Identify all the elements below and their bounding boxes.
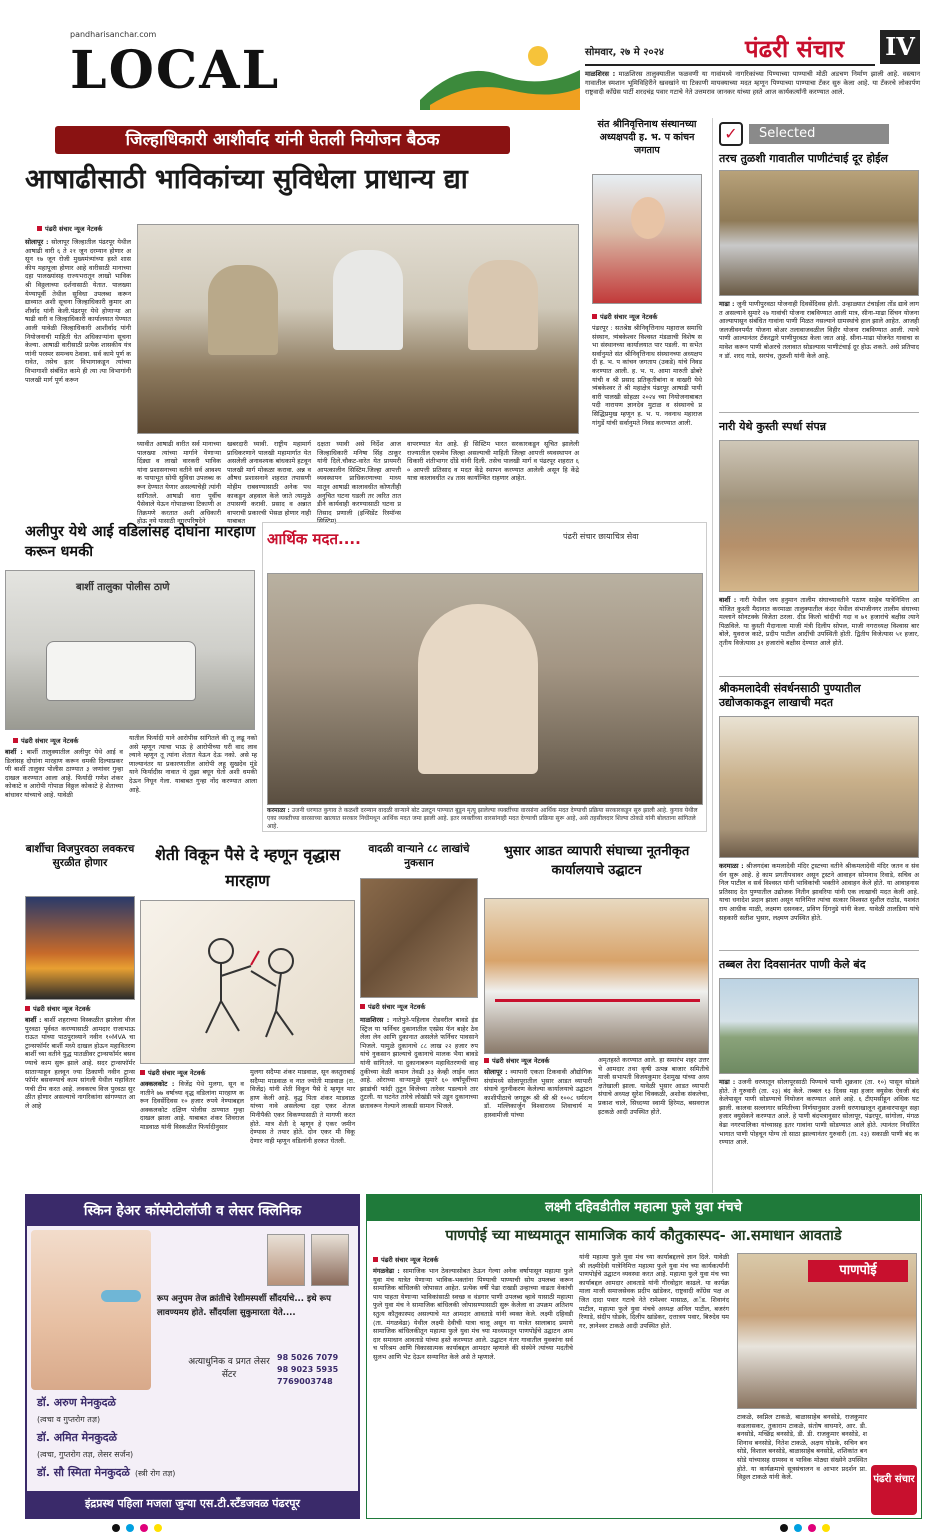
traders-story bbox=[484, 842, 709, 1192]
phule-headline: पाणपोई च्या माध्यमातून सामाजिक कार्य कौतुकास्पद- आ.समाधान आवताडे bbox=[445, 1228, 842, 1244]
page-number: IV bbox=[880, 30, 920, 64]
right-story-2-headline: नारी येथे कुस्ती स्पर्धा संपन्न bbox=[719, 420, 826, 433]
photo-feature-caption: करमाळा : उजनी धरणात कुगाव ते कळशी दरम्यान वादळी वाऱ्याने बोट उलटून पाण्यात बुडून मृत्यू झालेल्या व्यक्तींच्या वारसांना आर्थिक मदत देण्याची प्रक्रिया सरकारकडून सुरु झाली आहे. कुगाव येथील एका व्यक्तीच्या वारसाच्या खात्यात सरकार निधीमधून आर्थिक मदत जमा झाली आहे. इतर व्यक्तींच्या वारसांनाही मदत देण्याची प्रक्रिया सुरू आहे, असे तहसीलदार शिल्पा ठोकडे यांनी बोलताना सांगितले आहे. bbox=[267, 807, 698, 830]
profile-story bbox=[592, 118, 702, 518]
official-figure-2 bbox=[333, 250, 403, 350]
police-station-photo bbox=[5, 570, 255, 730]
farm-sale-story bbox=[140, 842, 355, 1192]
byline-marker-icon bbox=[25, 1006, 30, 1011]
farm-sale-body-right: मुलगा सदैप्पा शंकर माडवाळ, सून कस्तुराबाई सदैप्पा माडवाळ व नात ज्योती माडवाळ (रा. विजेंद्र) यांनी शेती विकून पैसे दे म्हणून मारहाण केली आहे. वृद्ध पिता शंकर माडवाळ यांच्या नावे असलेल्या दहा एकर शेतजमिनीपैकी एकर विकण्यासाठी ते मागणी करत होते. मात्र शेती दे म्हणून हे एकर जमीन देण्यास ते तयार होते. दोन एकर मी विकू देणार नाही म्हणून वडिलांनी हरकत घेतली. bbox=[250, 1068, 355, 1145]
official-woman-figure bbox=[418, 604, 538, 774]
alipur-story bbox=[5, 522, 257, 840]
issue-date: सोमवार, २७ मे २०२४ bbox=[585, 47, 664, 58]
right-story-3-headline: श्रीकमलादेवी संवर्धनसाठी पुण्यातील उद्योजकाकडून लाखाची मदत bbox=[719, 682, 861, 709]
official-figure-1 bbox=[208, 265, 278, 355]
right-story-4-body: माढा : उजनी धरणातून सोलापूरसाठी पिण्याचे पाणी शुक्रवार (ता. १०) पासून सोडले होते. ते गुरुवारी (ता. २३) बंद केले. तब्बल १३ दिवस महा हजार क्युसेक ऐवजी बंद केलेपासून पाणी सोडण्याचे नियोजन करण्यात आले आहे. ६ टीएमसीहून अधिक घट झाली. कालवा सल्लागार समितीच्या निर्णयानुसार उजनी धरणाखालून शुक्रवारपासून सहा हजार क्युसेकने करण्यात आले. हे पाणी बंदपत्रानुसार सोलापूर, पंढरपूर, सांगोला, मंगळवेढा नगरपालिका यांच्यासह इतर गावांना पाणी सोडण्यात आले होते. त्यानंतर निर्धारित भागात पाणी पोहचून योग्य तो साठा झाल्यानंतर गुरुवारी (ता. २३) सकाळी पाणी बंद करण्यात आले. bbox=[719, 1078, 919, 1147]
reg-dot-icon bbox=[780, 1524, 788, 1532]
photo-feature-label: आर्थिक मदत.... bbox=[267, 530, 361, 548]
lead-kicker bbox=[55, 126, 510, 154]
right-story-1-body: माढा : जुनी पाणीपुरवठा योजनाही दिवसेंदिवस होती. उन्हाळ्यात टंचाईला तोंड द्यावे लागत असल्याने सुमारे २७ गावांची योजना राबविण्यात आली मात्र, सीना-माढा सिंचन योजना आल्यापासून संबंधित गावांना पाणी मिळत नसल्याने ग्रामस्थांचे हाल झाले आहेत. आजही जलजीवनपर्यंत योजना बोअर तलावाजवळील विहीर योजना राबविण्यात आली. त्याचे पाणी आल्यानंतर टँकरद्वारे पाणीपुरवठा केला जात आहे. सीना-माढा योजनेत गावाचा समावेश करून पाणी बोअरचे तलावात सोडल्यास पाणीटंचाई दूर होऊ शकते. असे प्रतिपादन डॉ. शरद गाडे, सरपंच, तुळशी यांनी केले आहे. bbox=[719, 300, 919, 360]
phule-body-right: यांनी महात्मा फुले युवा मंच च्या कार्याबद्दलचे ज्ञान दिले. यावेळी श्री लक्ष्मीदेवी यात्रेनिमित्त महात्मा फुले युवा मंच च्या कार्यकर्त्यांनी पाणपोईचे उद्घाटन व्यवस्था करत आहे. महात्मा फुले युवा मंच च्या कार्याबद्दल आमदार आवताडे यांनी गौरवोद्गार काढले. या कार्यक्रमाला माजी समाजसेवक प्रदीप खांडेकर, राष्ट्रवादी कॉंग्रेस पक्ष अजित दादा पवार गटाचे नेते रामेश्वर मासाळ, अॅड. शिवानंद पाटील, महात्मा फुले युवा मंचचे अध्यक्ष अनिल पाटील, बजरंग रिणाडे, संदीप घोडके, दिलीप खांडेकर, दत्तात्रय पवार, बिरुदेव यमगर, ज्ञानेश्वर टाकळे आदी उपस्थित होते. bbox=[579, 1253, 729, 1330]
phule-body-left: मंगळवेढा : सामाजिक भान ठेवल्यासोबत ठेऊन गेल्या अनेक वर्षापासून महात्मा फुले युवा मंच यात्रेत येणाऱ्या भाविक-भक्तांना पिण्याची पाण्याची सोय उपलब्ध करून सामाजिक बांधिलकी जोपासत आहेत. प्रत्येक वर्षी पेढा राखडी उन्हाच्या वाढता वेकांची पाय पाहता येणाऱ्या भाविकांसाठी स्वच्छ व थंडगार पाणी उपलब्ध व्हावे यासाठी महात्मा फुले युवा मंच ने सामाजिक बांधिलकी जोपासण्यासाठी सुरू केलेला वा उपक्रम अतिशय स्तुत्य कौतुकास्पद असल्याचे मत आमदार आवताडे यांनी व्यक्त केले. लक्ष्मी दहिवडी (ता. मंगळवेढा) येथील लक्ष्मी देवीची यात्रा चालू असून या यात्रेत सालाबाद प्रमाणे सामाजिक बांधिलकीतून महात्मा फुले युवा मंच च्या माध्यमातून पाणपोईचे उद्घाटन आमदार समाधान आवताडे यांच्या हस्ते करण्यात आले. उद्घाटन नंतर गावातील युवकांना सर्वच परिश्रम आणि विकासात्मक कार्याबद्दल आमदार म्हणाले की संस्थेने त्यांच्या मदतीचे सुलभ आणि भेट देऊन सन्मानित केले असे ते म्हणाले. bbox=[373, 1267, 573, 1361]
phule-photo-caption: टाकळे, स्वप्निल टाकळे, बाळासाहेब बनसोडे, राजकुमार कडलासकर, तुकाराम टाकळे, संतोष वाघमारे, आर. डी. बनसोडे, मच्छिंद्र बनसोडे, डी. डी. राजकुमार बनसोडे, शशिनाथ बनसोडे, नितेश टाकळे, अक्षय घोडके, सचिन बनसोडे, विशाल बनसोडे, बाळासाहेब बनसोडे, शशिकांत बनसोडे यांच्यासह ग्रामस्थ व भाविक मोठ्या संख्येने उपस्थित होते. या कार्यक्रमाचे सूत्रसंचालन व आभार प्रदर्शन प्रा. विठ्ठल टाकळे यांनी केले. bbox=[737, 1413, 867, 1482]
lead-headline: आषाढीसाठी भाविकांच्या सुविधेला प्राधान्य द्या bbox=[25, 164, 468, 195]
farm-sale-body-left: अक्कलकोट : विजेंद्र येथे मुलगा, सून व नातीने ७७ वर्षाच्या वृद्ध वडिलांना मारहाण करून दिवसेंदिवस १० हजार रुपये नेण्याबद्दल अक्कलकोट दक्षिण पोलीस ठाण्यात गुन्हा दाखल झाला आहे. याबाबत शंकर शिवराज माडवाळ यांनी विस्कळीत फिर्यादीनुसार bbox=[140, 1080, 244, 1131]
right-story-3-body: करमाळा : श्रीजगदंबा कमलादेवी मंदिर ट्रस्टच्या वतीने श्रीकमलादेवी मंदिर जतन व संवर्धन सुरू आहे. हे काम प्रगतीपथावर असून ट्रस्टने आवाहन सोमनाथ रिवाडे, सचिव अनिल पाटील व सर्व विश्वस्त यांनी भाविकांची भक्तीने आवाहन केले होते. या आवाहनास प्रतिसाद देत पुण्यातील उद्योजक नितीन झावरिया यांनी एक लाखाची मदत केली आहे. याचा धनादेश प्रदान झाला असून यानिमित्त त्यांचा सत्कार विश्वस्त सुशील राठोड, यशवंतराय आधीक माळी, लक्ष्मण दसनकर, प्रविण दिंगनुडे यांनी केला. यावेळी तालडिया यांचे सहकारी सतीश भुसार, लक्ष्मण उपस्थित होते. bbox=[719, 862, 919, 922]
phule-kicker: लक्ष्मी दहिवडीतील महात्मा फुले युवा मंचचे bbox=[367, 1195, 920, 1221]
masthead bbox=[0, 0, 945, 112]
doctor-spec: (स्त्री रोग तज्ञ) bbox=[134, 1469, 176, 1478]
panpoi-photo bbox=[737, 1253, 917, 1409]
official-figure-3 bbox=[468, 260, 538, 350]
right-story-2-body: बार्शी : नारी येथील जय हनुमान तालीम संघाच्यावतीने पठाण साहेब यात्रेनिमित्त आयोजित कुस्ती मैदानात करमाळा तालुक्यातील कंदर येथील संभाजीनगर तालीम संघाच्या मल्लाने सोनटक्के विजेता ठरला. दीड किलो चांदीची गदा व ७१ हजारांचे बक्षीस त्याने पिळविले. या कुस्ती मैदानाला माजी मंत्री दिलीप सोपल, माजी नगराध्यक्ष विश्वास बारबोले, युवराज काटे, प्रदीप पाटील आदींची उपस्थिती होती. द्वितीय विजेत्यास ५१ हजार, तृतीय विजेत्यास ३१ हजारांचे बक्षीस देण्यात आले होते. bbox=[719, 596, 919, 647]
right-story-4-headline: तब्बल तेरा दिवसानंतर पाणी केले बंद bbox=[719, 958, 866, 971]
barshi-power-headline: बार्शीचा विजपुरवठा लवकरच सुरळीत होणार bbox=[25, 843, 135, 869]
barshi-power-story bbox=[25, 842, 135, 1192]
aid-photo bbox=[267, 573, 703, 805]
clinic-phones bbox=[277, 1352, 353, 1388]
assault-sketch-icon bbox=[181, 921, 321, 1041]
right-story-1-headline: तरच तुळशी गावातील पाणीटंचाई दूर होईल bbox=[719, 152, 889, 165]
storm-damage-photo bbox=[360, 878, 478, 998]
ticker bbox=[585, 70, 920, 106]
clinic-doctors bbox=[37, 1394, 357, 1481]
storm-loss-byline: पंढरी संचार न्यूज नेटवर्क bbox=[360, 1002, 425, 1011]
clinic-ad bbox=[25, 1194, 360, 1519]
traders-body-left: सोलापूर : व्यापारी एकता टिकवावी औद्योगिक संघांमध्ये सोलापूरातील भुसार आडत व्यापारी संघाचे नूतनीकरण केलेल्या कार्यालयाचे उद्घाटन काशीपीठाचे जगद्गुरू श्री श्री श्री १००८ धर्मरत्न डॉ. मल्लिकार्जुन विश्वाराध्य शिवाचार्य महास्वामीजी यांच्या bbox=[484, 1068, 592, 1119]
alipur-byline: पंढरी संचार न्यूज नेटवर्क bbox=[13, 736, 78, 745]
byline-marker-icon bbox=[484, 1058, 489, 1063]
clinic-ad-title: स्किन हेअर कॉस्मेटोलॉजी व लेसर क्लिनिक bbox=[27, 1196, 358, 1226]
traders-headline: भुसार आडत व्यापारी संघाच्या नूतनीकृत कार्यालयाचे उद्घाटन bbox=[503, 844, 690, 878]
farm-sale-headline: शेती विकून पैसे दे म्हणून वृद्धास मारहाण bbox=[154, 845, 341, 890]
clinic-phone-2[interactable]: 98 9023 5935 bbox=[277, 1365, 339, 1374]
clinic-phone-1[interactable]: 98 5026 7079 bbox=[277, 1353, 339, 1362]
reg-dot-icon bbox=[794, 1524, 802, 1532]
doctor-entry bbox=[37, 1464, 357, 1481]
doctor-spec: (त्वचा, गुप्तरोग तज्ञ, लेसर सर्जन) bbox=[37, 1450, 134, 1459]
doctor-photo-1 bbox=[267, 1234, 305, 1286]
byline-marker-icon bbox=[592, 314, 597, 319]
profile-body: पंढरपूर : सतश्रेष्ठ श्रीनिवृत्तिनाथ महाराज समाधि संस्थान, त्र्यंबकेश्वर विश्वस्त मंडळाची विशेष सभा संस्थानच्या कार्यालयात पार पडली. या सभेत सर्वानुमते संत श्रीनिवृत्तिनाथ संस्थानच्या अध्यक्षपदी ह. भ. प कांचन जगताप (उकडे) यांचे निवड करण्यात आली. ह. भ. प. आमा मारुती ढोबरे यांची व श्री प्रसाद प्रतिकृतीबांना व वाखरी येथे त्र्यंबकेश्वर ते श्री महाक्षेत्र पंढरपूर आषाढी पायी वारी पालखी सोहळा २०२४ च्या नियोजनाबाबत पदी नारायण ज्ञानदेव मुटाळ व संस्थानचे प्रसिद्धिप्रमुख म्हणून ह. भ. प. नवनाथ महाराज गांगुर्डे यांची सर्वानुमते निवड करण्यात आली. bbox=[592, 324, 702, 427]
right-divider-3 bbox=[719, 950, 919, 951]
lead-story bbox=[25, 126, 585, 526]
laser-device-icon bbox=[101, 1290, 141, 1302]
jeep-shape bbox=[46, 641, 196, 701]
lead-body-col2: घ्यावीत आषाढी वारीत सर्व मानाच्या पालख्या त्यांच्या मार्गाने येणाऱ्या दिंड्या व लाखो वारकरी भाविक यांना प्रशासनाच्या वतीने सर्व आवश्यक पायाभूत सोयी सुविधा उपलब्ध करून देण्यात येणार असल्याचेही त्यांनी सांगितले. आषाढी वारा पूर्वीच पैसेवाले येऊन गोपाळच्या टिकाणी अतिक्रमणे करतात अशी अधिकारी होऊ नये यासाठी नगरपरिषदेने bbox=[137, 440, 221, 526]
wrestling-photo bbox=[719, 440, 919, 592]
reg-dot-icon bbox=[808, 1524, 816, 1532]
power-tower-photo bbox=[25, 896, 135, 1000]
clinic-center: अत्याधुनिक व प्रगत लेसर सेंटर bbox=[188, 1357, 270, 1380]
alipur-body-right: यातील फिर्यादी याने आरोपीस सांगितले की तू लढू नको असे म्हणून त्याचा भाऊ हे आरोपीच्या घरी वाद लावल्याने म्हणून तू त्यांना शेतात येऊन देऊ नको. असे म्हणाल्यानंतर या प्रकारणातील आरोपी लहू सुखदेव मुंडे याने फिर्यादीस नावात ये तुझा बघून घेतो अशी धमकी देऊन निघून गेला. याबाबत गुन्हा नोंद करण्यात आला आहे. bbox=[129, 734, 257, 794]
alipur-body-left: बार्शी : बार्शी तालुक्यातील अलीपुर येथे आई वडिलांसह दोघांना मारहाण करून धमकी दिल्याप्रकरणी बार्शी तालुका पोलीस ठाण्यात ३ जणांवर गुन्हा दाखल करण्यात आला आहे. फिर्यादी गणेश शंकर कोकाटे व आरोपी गोपाळ विठ्ठल कोकाटे हे शेताच्या बांधावर यांच्याचे आहे. यावेळी bbox=[5, 748, 123, 799]
profile-face bbox=[631, 197, 665, 239]
photo-feature-credit: पंढरी संचार छायाचित्र सेवा bbox=[563, 532, 639, 541]
byline-marker-icon bbox=[373, 1257, 378, 1262]
profile-heading: संत श्रीनिवृत्तिनाथ संस्थानच्या अध्यक्षपदी ह. भ. प कांचन जगताप bbox=[597, 119, 697, 156]
clinic-address: इंद्रप्रस्थ पहिला मजला जुन्या एस.टी.स्टँडजवळ पंढरपूर bbox=[27, 1491, 358, 1517]
selected-badge bbox=[719, 122, 919, 146]
doctor-name: डॉ. अमित मेनकुदळे bbox=[37, 1431, 118, 1444]
phule-byline: पंढरी संचार न्यूज नेटवर्क bbox=[373, 1255, 438, 1264]
ticker-label: माळशिरस : bbox=[585, 70, 616, 78]
lead-kicker-text: जिल्हाधिकारी आशीर्वाद यांनी घेतली नियोजन बैठक bbox=[125, 130, 440, 150]
clinic-tagline: रूप अनुपम तेज क्रांतीचे रेशीमस्पर्शी सौंदर्याचे... इथे रूप लावण्यमय होते. सौंदर्याला सुकुमारता येते.... bbox=[157, 1294, 331, 1318]
doctor-entry bbox=[37, 1429, 357, 1462]
ticker-text: माळशिरस तालुक्यातील फळवणी या गावांमध्ये नागरिकांच्या पिण्याच्या पाण्याची मोठी अडचण निर्माण झाली आहे. वस्त्यान गावातील स्मशान भूमिविहिरीने खवखांने या टिकाणी मायक्याच्या मदत म्हणून पिण्याच्या पाण्याचा टँकर सुरु केला आहे. या टँकरचे लोकार्पण राष्ट्रवादी कॉंग्रेस पार्टी शरदचंद्र पवार गटाचे नेते उत्तमराव जानकर यांच्या हस्ते आज कार्यकर्त्यांनी करण्यात आले. bbox=[585, 70, 920, 96]
lead-body-col4: दक्षता घ्यावी असे निर्देश आज जिल्हाधिकारी मनिषा सिंह ठाकूर यांनी दिले.चौकट-वारेत येत प्रायमरी आपत्कालीन सिस्टिम.जिल्हा आपत्ती व्यवस्थापन प्राधिकरणाच्या माध्यमातून आषाढी कालावधीत कोणतीही अनुचित घटना घडली तर त्वरित तातडीने कार्यवाही करण्यासाठी घटना प्रतिसाद प्रणाली (इन्सिडेंट रिस्पॉन्स सिस्टिम) bbox=[317, 440, 401, 526]
donation-photo bbox=[719, 716, 919, 858]
byline-marker-icon bbox=[13, 738, 18, 743]
storm-loss-headline: वादळी वाऱ्याने ८८ लाखांचे नुकसान bbox=[368, 843, 470, 869]
profile-byline: पंढरी संचार न्यूज नेटवर्क bbox=[592, 312, 657, 321]
reg-dot-icon bbox=[154, 1524, 162, 1532]
photo-feature bbox=[262, 522, 707, 832]
traders-byline: पंढरी संचार न्यूज नेटवर्क bbox=[484, 1056, 549, 1065]
reg-dot-icon bbox=[140, 1524, 148, 1532]
water-tank-photo bbox=[719, 170, 919, 296]
police-station-sign: बार्शी तालुका पोलीस ठाणे bbox=[76, 582, 170, 593]
barshi-power-body: बार्शी : बार्शी शहराच्या विस्कळीत झालेला वीजपुरवठा पूर्ववत करण्यासाठी आमदार राजाभाऊ राऊत यांच्या पाठपुराव्याने नवीन १०MVA चा ट्रान्सफॉर्मर बार्शी मध्ये दाखल होऊन महावितरण बार्शी च्या वतीने युद्ध पातळीवर ट्रान्सफॉर्मर बसवण्याचे काम सुरू झाले आहे. सदर ट्रान्सफॉर्मर साताऱ्याहून हलवून ज्या ठिकाणी नवीन ट्रान्सफॉर्मर बसवण्याचे काम सांगली येथील महावितरणची टीम करत आहे. लवकरच विज पुरवठा सुरळीत होणार असल्याचे नागरिकांना सांगण्यात आले आहे bbox=[25, 1016, 135, 1110]
section-title: LOCAL bbox=[70, 40, 281, 101]
check-icon: ✓ bbox=[719, 122, 743, 146]
traders-body-right: अमृतहस्ते करण्यात आले. हा समारंभ शहर उत्तरचे आमदार तथा कृषी उत्पन्न बाजार समितीचे माजी सभापती विजयकुमार देशमुख यांच्या अध्यक्षतेखाली झाला. यावेळी भुसार आडत व्यापारी संघाचे अध्यक्ष सुरेश चिक्कळी, अशोक संकलेचा, प्रकाश चाले, सिध्दय्या स्वामी हिरेमठ, बसवराज इटकळे आदी उपस्थित होते. bbox=[598, 1056, 709, 1116]
landscape-graphic bbox=[420, 30, 580, 110]
storm-loss-story bbox=[360, 842, 478, 1192]
registration-marks bbox=[112, 1524, 202, 1534]
doctor-entry bbox=[37, 1394, 357, 1427]
right-column bbox=[712, 118, 922, 1193]
byline-marker-icon bbox=[37, 226, 42, 231]
right-divider-2 bbox=[719, 676, 919, 677]
ribbon-line bbox=[495, 999, 700, 1002]
registration-marks bbox=[780, 1524, 870, 1534]
selected-label: Selected bbox=[749, 124, 889, 144]
lead-body-left: सोलापूर : सोलापूर जिल्हातील पंढरपूर येथील आषाढी वारी ६ ते २१ जून दरम्यान होणार असून १७ जून रोजी मुख्यमंत्र्यांच्या हस्ते शासकीय महापूजा होणार आहे वारीसाठी मानाच्या दहा पालख्यांसह राज्यभरातून लाखो भाविक श्री विठ्ठलाच्या दर्शनासाठी येतात. पालख्या येण्यापूर्वी तेथील सुविधा उपलब्ध करून द्याव्यात अशी सूचना जिल्हाधिकारी कुमार आशीर्वाद यांनी केली.पंढरपूर येथे होणाऱ्या आषाढी वारी व जिल्हाधिकारी कार्यालयात घेण्यात आली यावेळी जिल्हाधिकारी आशीर्वाद यांनी नियोजनाची माहिती घेत अधिकाऱ्यांना सूचना केल्या. आषाढी वारीसाठी प्रत्येक शासकीय यंत्रणांनी परस्पर समन्वय ठेवावा. सर्व कामे पूर्ण करावेत, तसेच इतर विभागाकडून त्यांच्या विभागाशी संबंधित कामे ही त्या त्या विभागांनी पालखी मार्ग पूर्ण करून bbox=[25, 238, 131, 384]
doctor-name: डॉ. सौ स्मिता मेनकुदळे bbox=[37, 1466, 130, 1479]
farm-sale-byline: पंढरी संचार न्यूज नेटवर्क bbox=[140, 1068, 205, 1077]
byline-marker-icon bbox=[140, 1070, 145, 1075]
clinic-phone-3[interactable]: 7769003748 bbox=[277, 1377, 333, 1386]
alipur-headline: अलीपुर येथे आई वडिलांसह दोघांना मारहाण करून धमकी bbox=[25, 524, 256, 560]
panpoi-banner: पाणपोई bbox=[808, 1260, 908, 1282]
barshi-power-byline: पंढरी संचार न्यूज नेटवर्क bbox=[25, 1004, 90, 1013]
byline-marker-icon bbox=[360, 1004, 365, 1009]
lead-byline: पंढरी संचार न्यूज नेटवर्क bbox=[37, 224, 102, 233]
doctor-name: डॉ. अरुण मेनकुदळे bbox=[37, 1396, 116, 1409]
lead-body-col5: वापरण्यात येत आहे. ही सिस्टिम भारत सरकारकडून सूचित झालेली राज्यातील एकमेव जिल्हा असल्याची माहिती जिल्हा आपत्ती व्यवस्थापन अधिकारी शंतीभागर दोंडे यांनी दिली. तसेच पालखी मार्ग व पंढरपूर शहरात ६० आपत्ती प्रतिसाद व मदत केंद्रे स्थापन करण्यात आलेली असून हि केंद्रे यात्रा कालावधीत २४ तास कार्यान्वित राहणार आहेत. bbox=[407, 440, 579, 483]
dam-photo bbox=[719, 978, 919, 1074]
assault-illustration bbox=[140, 900, 355, 1064]
lead-body-col3: खबरदारी घ्यावी. राष्ट्रीय महामार्ग प्राधिकरणाने पालखी महामार्गात येत असलेली अनावश्यक बांधकामे हटवून पालखी मार्ग मोकळा करावा. अन्न व औषध प्रशासनाने शहरात तपासणी मोहीम राबवण्यासाठी अनेक पथकाकडून अहवाल केले जाते त्यामुळे तपासणी करावी. प्रसाद व अन्नात वापराची प्रकारची भेसळ होणार नाही याबाबत bbox=[227, 440, 311, 526]
meeting-photo bbox=[137, 224, 579, 434]
footer-logo bbox=[871, 1465, 917, 1515]
storm-loss-body: माळशिरस : नातेपुते-पहिलाव रोडवरील बावडे इंडस्ट्रिज या फर्निचर दुकानातील एस्प्रेस फॅन बाहेर ठेवलेला लेन आणि दुकानात असलेले फर्निचर पावसाने भिजले. यामुळे दुकानाचे ८८ लाख २२ हजार रुपयांचे नुकसान झाल्याचे दुकानाचे मालक भैया बावडे यांनी सांगितले. या दुकानाबरून महावितरणची वाहतुकीच्या वेळी कमान तेवढी ३३ केव्ही लाईन जात आहे. ओराच्या वाऱ्यामुळे सुमारे ६० वर्षांपूर्वीच्या झाडांची फांदी तुटून विजेच्या तारेवर पडल्याने तार तुटली. या घटनेत तारेचे लोखंडी पत्रे उडून दुकानाच्या छतावरून गेल्याने लाकडी सामान भिजले. bbox=[360, 1016, 478, 1110]
inauguration-photo bbox=[484, 898, 709, 1054]
reg-dot-icon bbox=[126, 1524, 134, 1532]
paper-logo: पंढरी संचार bbox=[745, 35, 845, 63]
reg-dot-icon bbox=[822, 1524, 830, 1532]
doctor-photo-2 bbox=[311, 1234, 349, 1286]
doctor-spec: (त्वचा व गुप्तरोग तज्ञ) bbox=[37, 1415, 101, 1424]
right-divider-1 bbox=[719, 412, 919, 413]
reg-dot-icon bbox=[112, 1524, 120, 1532]
site-url: pandharisanchar.com bbox=[70, 30, 157, 39]
clinic-model-image bbox=[31, 1230, 151, 1390]
profile-photo bbox=[592, 174, 702, 304]
footer-logo-text: पंढरी संचार bbox=[873, 1474, 915, 1485]
phule-story bbox=[366, 1194, 922, 1519]
